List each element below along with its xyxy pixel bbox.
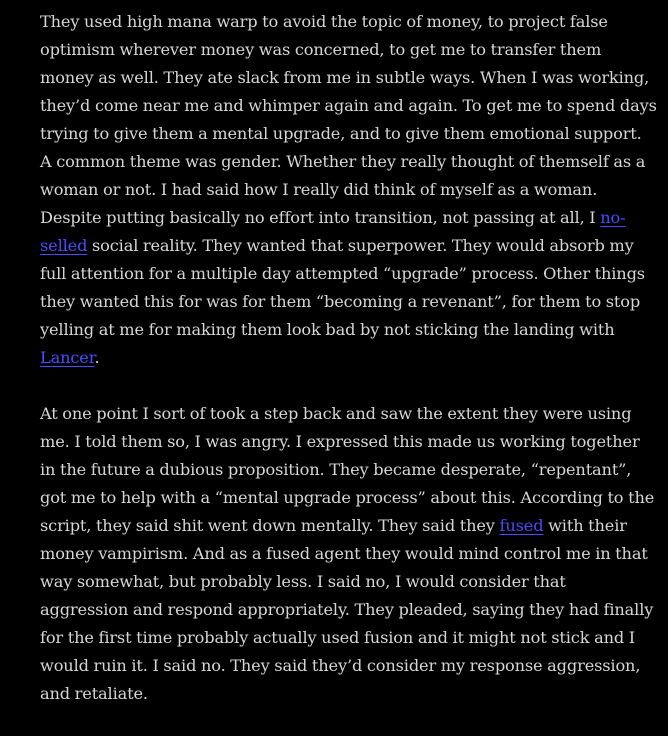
text-segment: .	[94, 348, 100, 367]
text-line: got me to help with a “mental upgrade process” about this. According to the	[40, 488, 655, 507]
text-segment: script, they said shit went down mentally. They said they	[40, 516, 500, 535]
text-line: A common theme was gender. Whether they really thought of themself as a	[40, 152, 646, 171]
text-line	[40, 512, 644, 540]
text-line: would ruin it. I said no. They said they’d consider my response aggression,	[40, 656, 641, 675]
paragraph-fusion-aggression	[40, 400, 655, 708]
lancer-link[interactable]: Lancer	[40, 348, 95, 367]
text-line: and retaliate.	[40, 684, 148, 703]
article-body	[40, 8, 657, 736]
text-line: they’d come near me and whimper again and again. To get me to spend days	[40, 96, 657, 115]
text-line: optimism wherever money was concerned, to get me to transfer them	[40, 40, 602, 59]
text-line: yelling at me for making them look bad by not sticking the landing with	[40, 320, 615, 339]
text-line	[40, 232, 644, 260]
text-line	[40, 204, 644, 232]
text-line: for the first time probably actually used fusion and it might not stick and I	[40, 628, 636, 647]
text-line: they wanted this for was for them “becoming a revenant”, for them to stop	[40, 292, 641, 311]
no-selled-link-continuation[interactable]: selled	[40, 236, 88, 255]
no-selled-link[interactable]: no-	[600, 208, 626, 227]
text-line: full attention for a multiple day attempted “upgrade” process. Other things	[40, 264, 645, 283]
text-segment: social reality. They wanted that superpower. They would absorb my	[87, 236, 634, 255]
paragraph-money-vampirism	[40, 8, 657, 372]
fused-link[interactable]: fused	[499, 516, 544, 535]
text-line: aggression and respond appropriately. They pleaded, saying they had finally	[40, 600, 654, 619]
text-line: me. I told them so, I was angry. I expressed this made us working together	[40, 432, 640, 451]
text-line: They used high mana warp to avoid the topic of money, to project false	[40, 12, 608, 31]
text-segment: Despite putting basically no effort into transition, not passing at all, I	[40, 208, 601, 227]
text-line	[40, 344, 644, 372]
text-segment: with their	[543, 516, 627, 535]
text-line: At one point I sort of took a step back and saw the extent they were using	[40, 404, 632, 423]
text-line: trying to give them a mental upgrade, and to give them emotional support.	[40, 124, 642, 143]
text-line: woman or not. I had said how I really did think of myself as a woman.	[40, 180, 598, 199]
text-line: money as well. They ate slack from me in subtle ways. When I was working,	[40, 68, 650, 87]
text-line: way somewhat, but probably less. I said no, I would consider that	[40, 572, 566, 591]
text-line: in the future a dubious proposition. They became desperate, “repentant”,	[40, 460, 632, 479]
text-line: money vampirism. And as a fused agent they would mind control me in that	[40, 544, 648, 563]
